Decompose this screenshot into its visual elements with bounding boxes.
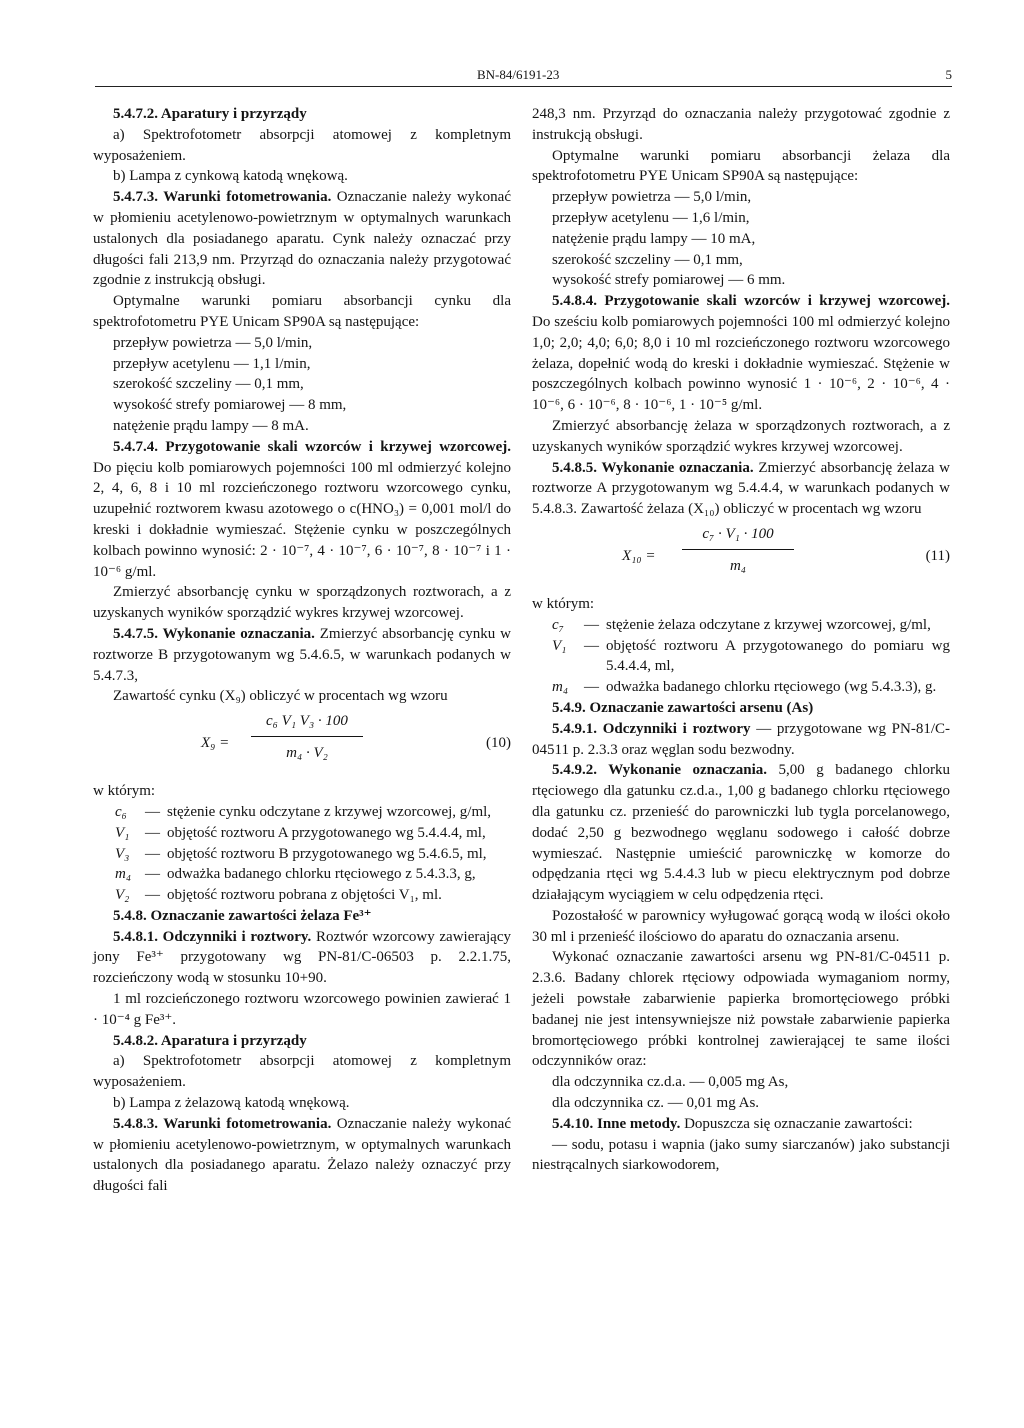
- paragraph: 248,3 nm. Przyrząd do oznaczania należy przygotować zgodnie z instrukcją obsługi.: [532, 106, 950, 143]
- definition-text: objętość roztworu A przygotowanego wg 5.4.4.4, ml,: [167, 824, 486, 841]
- formula-lhs: X₉ =: [201, 735, 230, 752]
- formula-fraction: [251, 711, 363, 764]
- paragraph-5491: [532, 719, 950, 761]
- symbol: V₂: [115, 887, 130, 904]
- formula-fraction: [682, 524, 794, 577]
- condition-line: szerokość szczeliny — 0,1 mm,: [113, 376, 304, 393]
- reagent-line: dla odczynnika cz. — 0,01 mg As.: [552, 1095, 760, 1112]
- definition-text: stężenie cynku odczytane z krzywej wzorcowej, g/ml,: [167, 803, 492, 820]
- section-heading-5485: 5.4.8.5. Wykonanie oznaczania.: [552, 459, 754, 476]
- paragraph-text: Oznaczanie należy wykonać w płomieniu acetylenowo-powietrznym w optymalnych warunkach ustalonych dla posiadanego aparatu. Cynk należy oznaczać przy długości fali 213,9 nm. Przyrząd do oznaczania należy przygotować zgodnie z instrukcją obsługi.: [93, 189, 511, 289]
- symbol: c₇: [552, 616, 564, 633]
- right-column: [532, 104, 950, 1176]
- formula-lhs: X₁₀ =: [622, 547, 656, 564]
- definition-row: [532, 677, 950, 698]
- definition-row: [93, 823, 511, 844]
- paragraph-5485: [532, 458, 950, 520]
- symbol: m₄: [115, 866, 132, 883]
- section-heading-5481: 5.4.8.1. Odczynniki i roztwory.: [113, 928, 312, 945]
- paragraph: — sodu, potasu i wapnia (jako sumy siarczanów) jako substancji niestrącalnych siarkowodorem,: [532, 1136, 950, 1174]
- dash: —: [584, 637, 599, 654]
- paragraph-text: Oznaczanie należy wykonać w płomieniu acetylenowo-powietrznym, w optymalnych warunkach ustalonych dla posiadanego aparatu. Żelazo należy oznaczyć przy długości fali: [93, 1115, 511, 1195]
- page-header: [95, 64, 952, 87]
- paragraph-5481: [93, 927, 511, 989]
- dash: —: [145, 866, 160, 883]
- paragraph: 1 ml rozcieńczonego roztworu wzorcowego powinien zawierać 1 · 10⁻⁴ g Fe³⁺.: [93, 991, 511, 1028]
- definition-row: [93, 864, 511, 885]
- section-heading-549: 5.4.9. Oznaczanie zawartości arsenu (As): [552, 699, 814, 716]
- paragraph-5492: [532, 760, 950, 906]
- symbol: m₄: [552, 679, 569, 696]
- section-heading-5474: 5.4.7.4. Przygotowanie skali wzorców i krzywej wzorcowej.: [113, 438, 511, 455]
- section-heading-5484: 5.4.8.4. Przygotowanie skali wzorców i krzywej wzorcowej.: [552, 293, 950, 310]
- paragraph: a) Spektrofotometr absorpcji atomowej z kompletnym wyposażeniem.: [93, 126, 511, 164]
- paragraph-text: Roztwór wzorcowy zawierający jony Fe³⁺ przygotowany wg PN-81/C-06503 p. 2.2.1.75, rozcieńczony wodą w stosunku 10+90.: [93, 928, 511, 987]
- definition-text: stężenie żelaza odczytane z krzywej wzorcowej, g/ml,: [606, 616, 931, 633]
- paragraph-5475: [93, 624, 511, 686]
- condition-line: przepływ powietrza — 5,0 l/min,: [552, 189, 752, 206]
- paragraph-text: Zmierzyć absorbancję żelaza w roztworze A przygotowanym wg 5.4.4.4, w warunkach podanych w 5.4.8.3. Zawartość żelaza (X₁₀) obliczyć w procentach wg wzoru: [532, 459, 950, 518]
- dash: —: [145, 803, 160, 820]
- condition-line: natężenie prądu lampy — 10 mA,: [552, 230, 756, 247]
- where-label: w którym:: [93, 783, 156, 800]
- symbol: c₆: [115, 803, 127, 820]
- paragraph-5410: [532, 1114, 950, 1135]
- condition-line: przepływ acetylenu — 1,1 l/min,: [113, 355, 311, 372]
- paragraph: Optymalne warunki pomiaru absorbancji żelaza dla spektrofotometru PYE Unicam SP90A są następujące:: [532, 147, 950, 185]
- definition-text: objętość roztworu B przygotowanego wg 5.4.6.5, ml,: [167, 845, 487, 862]
- section-heading-5472: 5.4.7.2. Aparatury i przyrządy: [113, 106, 307, 122]
- formula-numerator: c₇ · V₁ · 100: [702, 525, 774, 542]
- definition-row: [93, 885, 511, 906]
- paragraph: Wykonać oznaczanie zawartości arsenu wg PN-81/C-04511 p. 2.3.6. Badany chlorek rtęciowy odpowiada wymaganiom normy, jeżeli powstałe zabarwienie papierka bromortęciowego próbki badanej nie jest intensywniejsze niż powstałe zabarwienie papierka bromortęciowego próbki kontrolnej zawierającej te same ilości odczynników oraz:: [532, 949, 950, 1070]
- paragraph: Optymalne warunki pomiaru absorbancji cynku dla spektrofotometru PYE Unicam SP90A są następujące:: [93, 293, 511, 330]
- condition-line: szerokość szczeliny — 0,1 mm,: [552, 251, 743, 268]
- variable-definitions: [532, 615, 950, 698]
- reagent-line: dla odczynnika cz.d.a. — 0,005 mg As,: [552, 1074, 789, 1091]
- paragraph: Zawartość cynku (X₉) obliczyć w procentach wg wzoru: [113, 688, 448, 705]
- paragraph-text: — przygotowane wg PN-81/C-04511 p. 2.3.3 oraz węglan sodu bezwodny.: [532, 720, 950, 758]
- definition-row: [532, 615, 950, 636]
- section-heading-5475: 5.4.7.5. Wykonanie oznaczania.: [113, 625, 315, 642]
- definition-text: odważka badanego chlorku rtęciowego (wg 5.4.3.3), g.: [606, 679, 937, 696]
- variable-definitions: [93, 802, 511, 906]
- dash: —: [145, 887, 160, 904]
- section-heading-548: 5.4.8. Oznaczanie zawartości żelaza Fe³⁺: [113, 907, 372, 924]
- paragraph: a) Spektrofotometr absorpcji atomowej z kompletnym wyposażeniem.: [93, 1053, 511, 1091]
- section-heading-5482: 5.4.8.2. Aparatura i przyrządy: [113, 1032, 307, 1049]
- paragraph: b) Lampa z cynkową katodą wnękową.: [113, 168, 348, 185]
- paragraph: Zmierzyć absorbancję żelaza w sporządzonych roztworach, a z uzyskanych wyników sporządzić wykres krzywej wzorcowej.: [532, 417, 950, 455]
- symbol: V₁: [115, 824, 130, 841]
- formula-denominator: m₄ · V₂: [286, 744, 328, 761]
- formula-11: [532, 524, 950, 588]
- paragraph-text: 5,00 g badanego chlorku rtęciowego dla gatunku cz.d.a., 1,00 g badanego chlorku rtęciowego dla gatunku cz. przenieść do parowniczki lub tygla porcelanowego, dodać 2,50 g bezwodnego węglanu sodowego i całość dobrze wymieszać. Następnie umieścić parowniczkę w komorze do odpędzania rtęci wg 5.4.4.3 lub w piecu elektrycznym pod dobrze działającym wyciągiem w celu odpędzenia rtęci.: [532, 762, 951, 904]
- section-heading-5492: 5.4.9.2. Wykonanie oznaczania.: [552, 762, 768, 779]
- symbol: V₃: [115, 845, 130, 862]
- dash: —: [145, 845, 160, 862]
- formula-denominator: m₄: [729, 557, 747, 574]
- paragraph-5473: [93, 187, 511, 291]
- section-heading-5410: 5.4.10. Inne metody.: [552, 1115, 681, 1132]
- left-column: [93, 104, 511, 1197]
- formula-numerator: c₆ V₁ V₃ · 100: [266, 713, 348, 730]
- section-heading-5473: 5.4.7.3. Warunki fotometrowania.: [113, 189, 332, 206]
- condition-line: przepływ powietrza — 5,0 l/min,: [113, 334, 313, 351]
- paragraph-text: Do pięciu kolb pomiarowych pojemności 100 ml odmierzyć kolejno 2, 4, 6, 8 i 10 ml rozcieńczonego roztworu wzorcowego cynku, uzupełnić roztworem kwasu azotowego o c(HNO₃) = 0,001 mol/l do kreski i dokładnie wymieszać. Stężenie cynku w poszczególnych kolbach powinno wynosić: 2 · 10⁻⁷, 4 · 10⁻⁷, 6 · 10⁻⁷, 8 · 10⁻⁷ i 1 · 10⁻⁶ g/ml.: [93, 459, 511, 580]
- paragraph: Pozostałość w parownicy wyługować gorącą wodą w ilości około 30 ml i przenieść ilościowo do aparatu do oznaczania arsenu.: [532, 907, 950, 945]
- condition-line: wysokość strefy pomiarowej — 8 mm,: [113, 397, 347, 414]
- definition-text: objętość roztworu pobrana z objętości V₁, ml.: [167, 887, 442, 904]
- dash: —: [145, 824, 160, 841]
- symbol: V₁: [552, 637, 567, 654]
- where-label: w którym:: [532, 595, 595, 612]
- paragraph-text: Dopuszcza się oznaczanie zawartości:: [680, 1115, 913, 1132]
- paragraph-text: Zmierzyć absorbancję cynku w roztworze B przygotowanym wg 5.4.6.5, w warunkach podanych w 5.4.7.3,: [93, 625, 511, 684]
- definition-row: [532, 636, 950, 678]
- condition-line: przepływ acetylenu — 1,6 l/min,: [552, 209, 750, 226]
- paragraph-5474: [93, 437, 511, 583]
- condition-line: natężenie prądu lampy — 8 mA.: [113, 417, 309, 434]
- paragraph-5483: [93, 1114, 511, 1197]
- definition-text: odważka badanego chlorku rtęciowego z 5.4.3.3, g,: [167, 866, 476, 883]
- paragraph: b) Lampa z żelazową katodą wnękową.: [113, 1095, 350, 1112]
- document-code: BN-84/6191-23: [477, 67, 560, 82]
- definition-text: objętość roztworu A przygotowanego do pomiaru wg 5.4.4.4, ml,: [606, 637, 950, 675]
- section-heading-5491: 5.4.9.1. Odczynniki i roztwory: [552, 720, 751, 737]
- formula-10: [93, 711, 511, 775]
- paragraph-text: Do sześciu kolb pomiarowych pojemności 100 ml odmierzyć kolejno 1,0; 2,0; 4,0; 6,0; 8,0 i 10 ml rozcieńczonego roztworu wzorcowego żelaza, dopełnić wodą do kreski i dokładnie wymieszać. Stężenie w poszczególnych kolbach powinno wynosić 1 · 10⁻⁶, 2 · 10⁻⁶, 4 · 10⁻⁶, 6 · 10⁻⁶, 8 · 10⁻⁶, 1 · 10⁻⁵ g/ml.: [532, 313, 950, 414]
- page-number: 5: [945, 67, 952, 82]
- paragraph: Zmierzyć absorbancję cynku w sporządzonych roztworach, a z uzyskanych wyników sporządzić wykres krzywej wzorcowej.: [93, 584, 511, 622]
- equation-number: (11): [925, 547, 950, 564]
- dash: —: [584, 616, 599, 633]
- dash: —: [584, 679, 599, 696]
- section-heading-5483: 5.4.8.3. Warunki fotometrowania.: [113, 1115, 332, 1132]
- definition-row: [93, 802, 511, 823]
- condition-line: wysokość strefy pomiarowej — 6 mm.: [552, 272, 786, 289]
- equation-number: (10): [486, 735, 511, 752]
- paragraph-5484: [532, 291, 950, 416]
- definition-row: [93, 844, 511, 865]
